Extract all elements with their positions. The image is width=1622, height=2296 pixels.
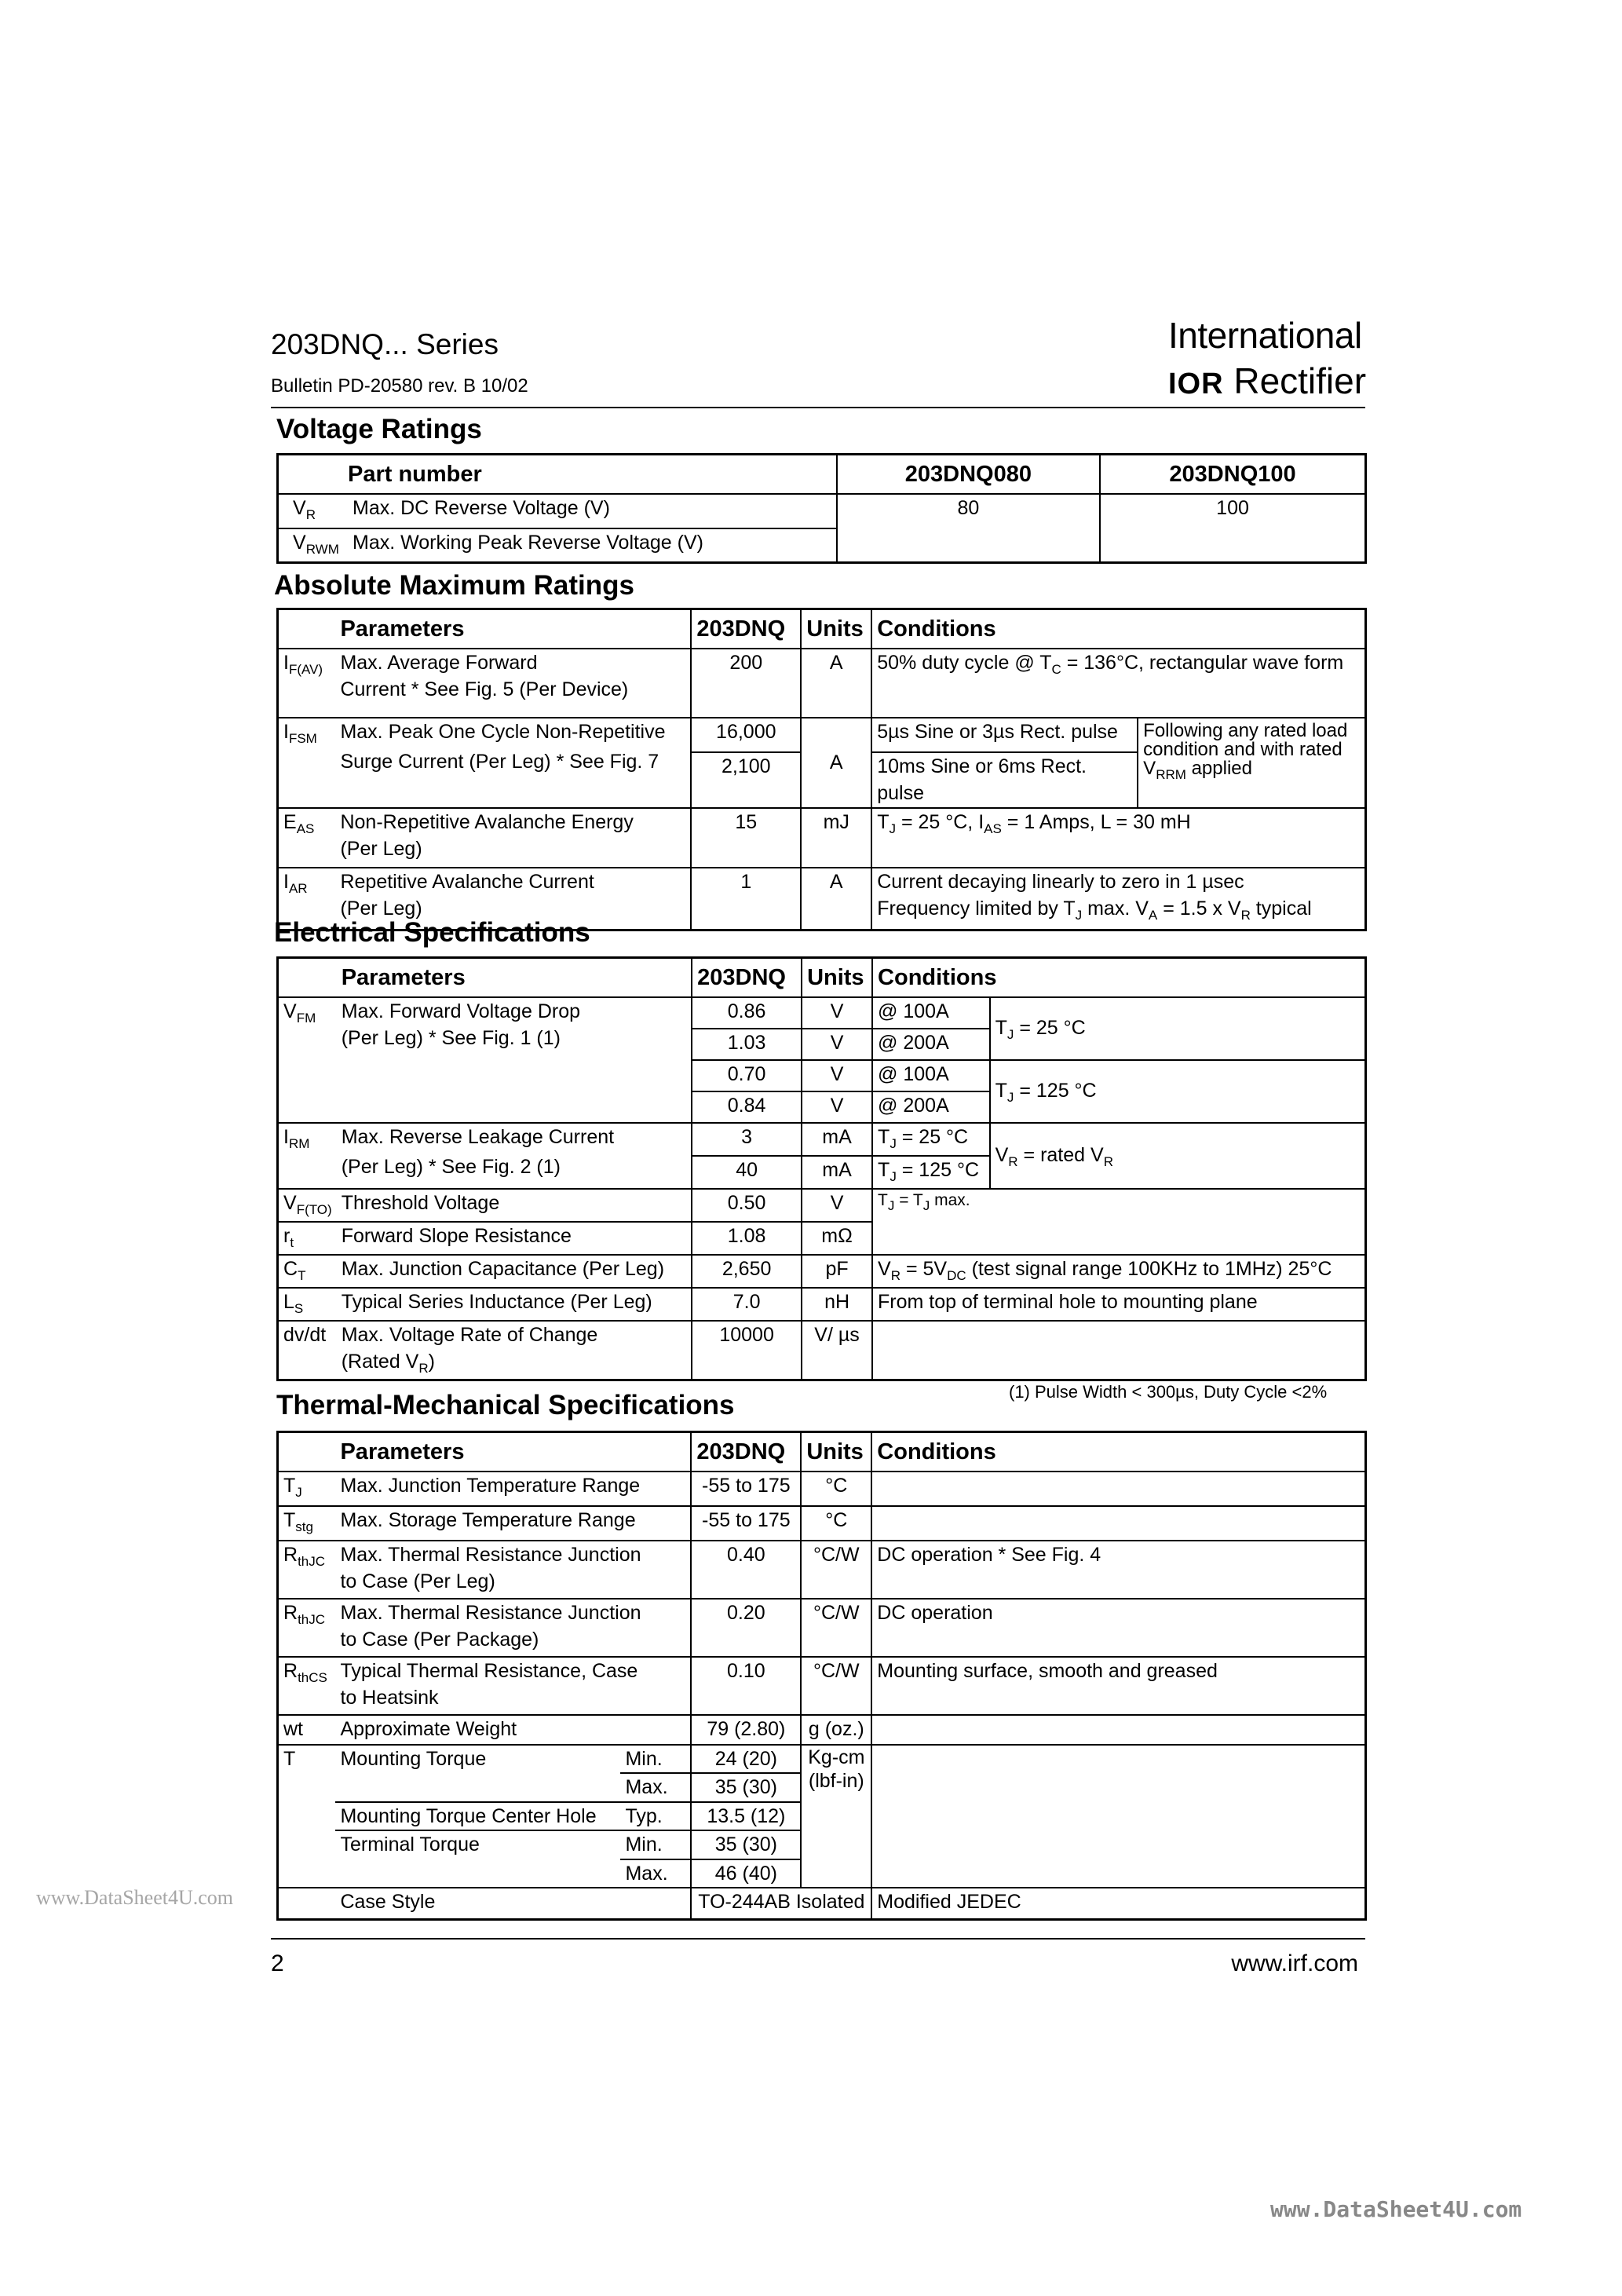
unit-vfm-2: V — [802, 1029, 872, 1060]
cond-iar: Current decaying linearly to zero in 1 µsec Frequency limited by $T_J$ max. $V_A = 1.5$ x $V_R$ typical — [871, 868, 1365, 930]
unit-irm-1: mA — [802, 1123, 872, 1156]
sym-case — [278, 1888, 336, 1919]
logo-international: International — [1168, 315, 1362, 356]
param-irm: Max. Reverse Leakage Current (Per Leg) * See Fig. 2 (1) — [337, 1123, 692, 1189]
col-203dnq100: 203DNQ100 — [1100, 455, 1365, 494]
thermal-mechanical-title: Thermal-Mechanical Specifications — [276, 1390, 735, 1420]
header-conditions: Conditions — [871, 1432, 1365, 1472]
absolute-max-ratings-table — [276, 608, 1367, 931]
sym-vfto: $V_{F(TO)}$ — [278, 1189, 337, 1222]
electrical-specs-table — [276, 956, 1367, 1381]
footer-rule — [271, 1938, 1365, 1940]
param-vfto: Threshold Voltage — [337, 1189, 692, 1222]
param-rt: Forward Slope Resistance — [337, 1222, 692, 1255]
cond-ifsm-1: 5µs Sine or 3µs Rect. pulse — [871, 718, 1138, 752]
val-ifsm-1: 16,000 — [691, 718, 801, 752]
sym-ifsm: $I_{FSM}$ — [278, 718, 336, 808]
param-ct: Max. Junction Capacitance (Per Leg) — [337, 1255, 692, 1288]
row-vrwm — [278, 528, 837, 563]
page-number: 2 — [271, 1951, 284, 1976]
sym-rthjc-package: $R_{thJC}$ — [278, 1599, 336, 1657]
unit-vfm-3: V — [802, 1060, 872, 1091]
unit-vfto: V — [802, 1189, 872, 1222]
thermal-mechanical-table — [276, 1431, 1367, 1921]
val-torque-5: 46 (40) — [691, 1859, 801, 1888]
header-device: 203DNQ — [691, 1432, 801, 1472]
val-ifav: 200 — [691, 649, 801, 718]
cond-rthjc-package: DC operation — [871, 1599, 1365, 1657]
sym-tj: $T_J$ — [278, 1472, 336, 1506]
cond-vfm-4: @ 200A — [872, 1091, 990, 1123]
param-iar: Repetitive Avalanche Current (Per Leg) — [335, 868, 691, 930]
cond-vfm-2: @ 200A — [872, 1029, 990, 1060]
cond-vfm-1: @ 100A — [872, 997, 990, 1029]
unit-rthjc-package: °C/W — [801, 1599, 871, 1657]
sym-rt: $r_t$ — [278, 1222, 337, 1255]
logo-rectifier-text: Rectifier — [1233, 360, 1367, 401]
cond-tstg — [871, 1506, 1365, 1541]
param-wt: Approximate Weight — [335, 1715, 691, 1745]
label-torque-max-1: Max. — [620, 1773, 691, 1802]
header-parameters: Parameters — [337, 958, 692, 997]
val-rt: 1.08 — [692, 1222, 802, 1255]
sym-vr: $V_R$ — [293, 496, 316, 522]
param-ls: Typical Series Inductance (Per Leg) — [337, 1288, 692, 1321]
header-parameters: Parameters — [335, 1432, 691, 1472]
cond-ifav: 50% duty cycle @ $T_C = 136^\circ C$, rectangular wave form — [871, 649, 1365, 718]
cond-eas: $T_J = 25$ °C, $I_{AS} = 1$ Amps, L = 30 mH — [871, 808, 1365, 868]
val-eas: 15 — [691, 808, 801, 868]
unit-rthjc-leg: °C/W — [801, 1541, 871, 1599]
val-torque-2: 35 (30) — [691, 1773, 801, 1802]
label-torque-max-2: Max. — [620, 1859, 691, 1888]
param-vfm: Max. Forward Voltage Drop (Per Leg) * See Fig. 1 (1) — [337, 997, 692, 1123]
col-203dnq080: 203DNQ080 — [837, 455, 1100, 494]
val-203dnq080: 80 — [837, 494, 1100, 563]
unit-eas: mJ — [801, 808, 871, 868]
cond-vfto: $T_J = T_J$ max. — [872, 1189, 1365, 1222]
val-vfm-4: 0.84 — [692, 1091, 802, 1123]
row-vr — [278, 494, 837, 528]
logo-ior-rectifier — [1168, 360, 1366, 402]
header-rule — [271, 407, 1365, 408]
unit-vfm-1: V — [802, 997, 872, 1029]
param-tj: Max. Junction Temperature Range — [335, 1472, 691, 1506]
unit-ls: nH — [802, 1288, 872, 1321]
cond-vfm-tj25: $T_J = 25$ °C — [990, 997, 1366, 1060]
unit-rthcs: °C/W — [801, 1657, 871, 1715]
label-torque-min-1: Min. — [620, 1745, 691, 1774]
header-units: Units — [801, 609, 871, 649]
val-torque-1: 24 (20) — [691, 1745, 801, 1774]
sym-ct: $C_T$ — [278, 1255, 337, 1288]
param-ifav: Max. Average Forward Current * See Fig. 5 (Per Device) — [335, 649, 691, 718]
val-rthjc-package: 0.20 — [691, 1599, 801, 1657]
sym-rthjc-leg: $R_{thJC}$ — [278, 1541, 336, 1599]
label-torque-min-2: Min. — [620, 1830, 691, 1859]
header-units: Units — [802, 958, 872, 997]
watermark-left: www.DataSheet4U.com — [36, 1886, 234, 1909]
sym-vrwm: $V_{RWM}$ — [293, 531, 339, 557]
val-torque-3: 13.5 (12) — [691, 1802, 801, 1831]
col-part-number: Part number — [278, 455, 837, 494]
unit-iar: A — [801, 868, 871, 930]
voltage-ratings-title: Voltage Ratings — [276, 414, 482, 444]
header-parameters: Parameters — [335, 609, 691, 649]
param-center-hole-torque: Mounting Torque Center Hole — [335, 1802, 620, 1831]
val-203dnq100: 100 — [1100, 494, 1365, 563]
unit-tstg: °C — [801, 1506, 871, 1541]
sym-tstg: $T_{stg}$ — [278, 1506, 336, 1541]
document-series-title: 203DNQ... Series — [271, 328, 499, 360]
cond-tj — [871, 1472, 1365, 1506]
cond-wt — [871, 1715, 1365, 1745]
label-torque-typ: Typ. — [620, 1802, 691, 1831]
sym-irm: $I_{RM}$ — [278, 1123, 337, 1189]
val-vfm-2: 1.03 — [692, 1029, 802, 1060]
val-irm-2: 40 — [692, 1156, 802, 1189]
val-ct: 2,650 — [692, 1255, 802, 1288]
cond-vfm-3: @ 100A — [872, 1060, 990, 1091]
unit-wt: g (oz.) — [801, 1715, 871, 1745]
val-case-style: TO-244AB Isolated — [691, 1888, 871, 1919]
sym-torque: T — [278, 1745, 336, 1888]
voltage-ratings-table — [276, 453, 1367, 564]
sym-dvdt: dv/dt — [278, 1321, 337, 1380]
param-case-style: Case Style — [335, 1888, 691, 1919]
sym-eas: $E_{AS}$ — [278, 808, 336, 868]
param-rthjc-package: Max. Thermal Resistance Junction to Case (Per Package) — [335, 1599, 691, 1657]
cond-dvdt — [872, 1321, 1365, 1380]
val-torque-4: 35 (30) — [691, 1830, 801, 1859]
header-conditions: Conditions — [872, 958, 1365, 997]
val-dvdt: 10000 — [692, 1321, 802, 1380]
bulletin-number: Bulletin PD-20580 rev. B 10/02 — [271, 375, 528, 397]
header-device: 203DNQ — [692, 958, 802, 997]
param-ifsm: Max. Peak One Cycle Non-Repetitive Surge Current (Per Leg) * See Fig. 7 — [335, 718, 691, 808]
unit-ct: pF — [802, 1255, 872, 1288]
sym-vfm: $V_{FM}$ — [278, 997, 337, 1123]
val-irm-1: 3 — [692, 1123, 802, 1156]
cond-irm-1: $T_J = 25$ °C — [872, 1123, 990, 1156]
cond-vfm-tj125: $T_J = 125$ °C — [990, 1060, 1366, 1123]
cond-irm-2: $T_J = 125$ °C — [872, 1156, 990, 1189]
sym-iar: $I_{AR}$ — [278, 868, 336, 930]
val-ls: 7.0 — [692, 1288, 802, 1321]
cond-rt — [872, 1222, 1365, 1255]
cond-case-style: Modified JEDEC — [871, 1888, 1365, 1919]
val-rthcs: 0.10 — [691, 1657, 801, 1715]
param-vrwm: Max. Working Peak Reverse Voltage (V) — [353, 531, 703, 554]
footer-url: www.irf.com — [1231, 1951, 1358, 1976]
val-ifsm-2: 2,100 — [691, 752, 801, 808]
sym-wt: wt — [278, 1715, 336, 1745]
param-rthcs: Typical Thermal Resistance, Case to Heatsink — [335, 1657, 691, 1715]
val-tj: -55 to 175 — [691, 1472, 801, 1506]
logo-ior-mark: IOR — [1168, 367, 1224, 400]
unit-vfm-4: V — [802, 1091, 872, 1123]
cond-ls: From top of terminal hole to mounting plane — [872, 1288, 1365, 1321]
cond-rthcs: Mounting surface, smooth and greased — [871, 1657, 1365, 1715]
val-iar: 1 — [691, 868, 801, 930]
watermark-right: www.DataSheet4U.com — [1270, 2196, 1522, 2222]
val-rthjc-leg: 0.40 — [691, 1541, 801, 1599]
cond-torque — [871, 1745, 1365, 1888]
cond-ifsm-side: Following any rated load condition and with rated $V_{RRM}$ applied — [1138, 718, 1365, 808]
param-tstg: Max. Storage Temperature Range — [335, 1506, 691, 1541]
sym-ls: $L_S$ — [278, 1288, 337, 1321]
header-device: 203DNQ — [691, 609, 801, 649]
unit-dvdt: V/ µs — [802, 1321, 872, 1380]
param-vr: Max. DC Reverse Voltage (V) — [353, 496, 610, 519]
header-conditions: Conditions — [871, 609, 1365, 649]
val-tstg: -55 to 175 — [691, 1506, 801, 1541]
param-mounting-torque: Mounting Torque — [335, 1745, 620, 1802]
cond-irm-vr: $V_R$ = rated $V_R$ — [990, 1123, 1366, 1189]
val-vfto: 0.50 — [692, 1189, 802, 1222]
pulse-width-note: (1) Pulse Width < 300µs, Duty Cycle <2% — [1009, 1382, 1328, 1402]
unit-tj: °C — [801, 1472, 871, 1506]
unit-ifsm: A — [801, 718, 871, 808]
val-wt: 79 (2.80) — [691, 1715, 801, 1745]
val-vfm-1: 0.86 — [692, 997, 802, 1029]
unit-rt: mΩ — [802, 1222, 872, 1255]
unit-ifav: A — [801, 649, 871, 718]
cond-ifsm-2: 10ms Sine or 6ms Rect. pulse — [871, 752, 1138, 808]
unit-irm-2: mA — [802, 1156, 872, 1189]
cond-ct: $V_R = 5V_{DC}$ (test signal range 100KHz to 1MHz) 25°C — [872, 1255, 1365, 1288]
absolute-max-ratings-title: Absolute Maximum Ratings — [274, 570, 634, 601]
val-vfm-3: 0.70 — [692, 1060, 802, 1091]
param-eas: Non-Repetitive Avalanche Energy (Per Leg) — [335, 808, 691, 868]
param-terminal-torque: Terminal Torque — [335, 1830, 620, 1888]
electrical-specs-title: Electrical Specifications — [274, 917, 590, 948]
sym-ifav: $I_{F(AV)}$ — [278, 649, 336, 718]
unit-torque: Kg-cm (lbf-in) — [801, 1745, 871, 1888]
header-units: Units — [801, 1432, 871, 1472]
sym-rthcs: $R_{thCS}$ — [278, 1657, 336, 1715]
cond-rthjc-leg: DC operation * See Fig. 4 — [871, 1541, 1365, 1599]
param-dvdt: Max. Voltage Rate of Change (Rated $V_R$) — [337, 1321, 692, 1380]
param-rthjc-leg: Max. Thermal Resistance Junction to Case (Per Leg) — [335, 1541, 691, 1599]
